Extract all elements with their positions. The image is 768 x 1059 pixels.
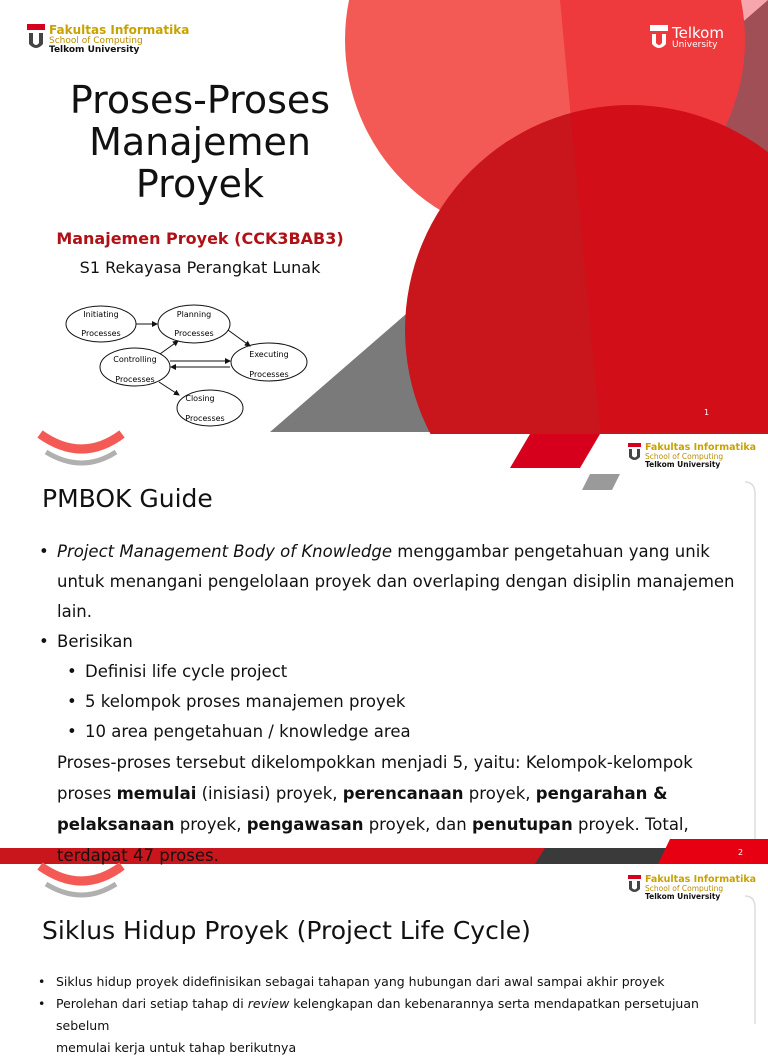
para-text-1: Proses-proses tersebut dikelompokkan menjadi 5, yaitu: Kelompok-kelompok proses bbox=[57, 753, 693, 803]
fakultas-logo bbox=[27, 24, 189, 55]
sub-bullet-2: • 5 kelompok proses manajemen proyek bbox=[85, 687, 747, 717]
slide-3-body bbox=[56, 971, 746, 1059]
para-bold-perencanaan: perencanaan bbox=[342, 784, 464, 803]
fakultas-logo-small bbox=[628, 443, 756, 469]
slide-2-body bbox=[57, 537, 747, 871]
para-bold-memulai: memulai bbox=[116, 784, 197, 803]
slide-1 bbox=[0, 0, 768, 432]
slide-2-title: PMBOK Guide bbox=[42, 484, 213, 513]
pmbok-italic: Project Management Body of Knowledge bbox=[57, 542, 393, 561]
pmbok-rest: menggambar pengetahuan yang unik untuk menangani pengelolaan proyek dan overlaping dengan disiplin manajemen lain. bbox=[57, 542, 735, 621]
main-bullets bbox=[57, 537, 747, 657]
perolehan-text-b: kelengkapan dan kebenarannya serta mendapatkan persetujuan sebelum bbox=[56, 996, 699, 1033]
program-name: S1 Rekayasa Perangkat Lunak bbox=[79, 258, 321, 277]
para-bold-pengarahan: pengarahan & pelaksanaan bbox=[57, 784, 668, 834]
fakultas-title: Fakultas Informatika bbox=[49, 23, 190, 37]
para-text-5: proyek, dan bbox=[363, 815, 472, 834]
page-number-1: 1 bbox=[704, 408, 710, 417]
telkom-university-logo bbox=[650, 25, 724, 51]
controlling-label-1: Controlling bbox=[113, 355, 157, 364]
bullet-berisikan bbox=[57, 627, 747, 657]
sub-bullets bbox=[85, 657, 747, 747]
top-red-slant bbox=[510, 434, 600, 468]
title-line-3: Proyek bbox=[135, 162, 265, 206]
fakultas-school: School of Computing bbox=[645, 451, 724, 461]
slide-1-title bbox=[50, 79, 350, 205]
process-diagram bbox=[60, 298, 320, 428]
sub-bullet-3: • 10 area pengetahuan / knowledge area bbox=[85, 717, 747, 747]
para-text-6: proyek. Total, terdapat 47 proses. bbox=[57, 815, 689, 865]
fakultas-univ: Telkom University bbox=[645, 891, 721, 901]
planning-label-1: Planning bbox=[176, 310, 212, 319]
slide-2 bbox=[0, 434, 768, 864]
para-text-4: proyek, bbox=[174, 815, 247, 834]
page-number-2: 2 bbox=[738, 848, 744, 857]
title-line-1: Proses-Proses bbox=[69, 78, 331, 122]
fakultas-logo-small bbox=[628, 875, 756, 901]
arrow-ctrl-close bbox=[159, 382, 179, 395]
planning-label-2: Processes bbox=[174, 329, 214, 338]
telkom-white-mark-icon bbox=[650, 25, 668, 51]
fakultas-school: School of Computing bbox=[49, 35, 143, 46]
title-line-2: Manajemen bbox=[89, 120, 311, 164]
fakultas-univ: Telkom University bbox=[49, 45, 140, 56]
executing-label-2: Processes bbox=[249, 370, 289, 379]
para-text-2: (inisiasi) proyek, bbox=[196, 784, 343, 803]
executing-label-1: Executing bbox=[249, 350, 289, 359]
telkom-mark-icon bbox=[628, 443, 641, 463]
right-rule bbox=[745, 896, 755, 1024]
bullet-siklus: • Siklus hidup proyek didefinisikan sebagai tahapan yang hubungan dari awal sampai akhir proyek bbox=[56, 971, 746, 993]
telkom-mark-icon bbox=[27, 24, 45, 52]
controlling-label-2: Processes bbox=[115, 375, 155, 384]
slide-3-title: Siklus Hidup Proyek (Project Life Cycle) bbox=[42, 916, 531, 945]
fakultas-title: Fakultas Informatika bbox=[645, 874, 757, 885]
arrow-ctrl-plan bbox=[160, 341, 178, 354]
top-grey-slant bbox=[582, 474, 620, 490]
closing-label-1: Closing bbox=[185, 394, 215, 403]
initiating-label-1: Initiating bbox=[83, 310, 119, 319]
para-bold-pengawasan: pengawasan bbox=[246, 815, 364, 834]
initiating-label-2: Processes bbox=[81, 329, 121, 338]
berisikan-text: Berisikan bbox=[57, 632, 133, 651]
para-text-3: proyek, bbox=[463, 784, 536, 803]
bullet-pmbok bbox=[57, 537, 747, 627]
top-arc bbox=[40, 434, 122, 449]
top-arc-grey bbox=[46, 452, 116, 463]
perolehan-italic: review bbox=[247, 996, 290, 1011]
slide-3-bullets bbox=[56, 971, 746, 1059]
slide-3 bbox=[0, 866, 768, 1055]
course-code: Manajemen Proyek (CCK3BAB3) bbox=[56, 229, 344, 248]
perolehan-text-c: memulai kerja untuk tahap berikutnya bbox=[56, 1040, 297, 1055]
sub-bullet-1: • Definisi life cycle project bbox=[85, 657, 747, 687]
telkom-name: Telkom bbox=[672, 24, 724, 42]
perolehan-text-a: Perolehan dari setiap tahap di bbox=[56, 996, 248, 1011]
top-arc bbox=[40, 866, 122, 881]
bullet-perolehan bbox=[56, 993, 746, 1059]
arrow-plan-exec bbox=[228, 330, 250, 346]
top-arc-grey bbox=[46, 884, 116, 895]
telkom-mark-icon bbox=[628, 875, 641, 895]
para-bold-penutupan: penutupan bbox=[471, 815, 573, 834]
process-paragraph bbox=[57, 747, 747, 871]
fakultas-school: School of Computing bbox=[645, 883, 724, 893]
fakultas-univ: Telkom University bbox=[645, 459, 721, 469]
closing-label-2: Processes bbox=[185, 414, 225, 423]
telkom-sub: University bbox=[672, 40, 718, 50]
fakultas-title: Fakultas Informatika bbox=[645, 442, 757, 453]
